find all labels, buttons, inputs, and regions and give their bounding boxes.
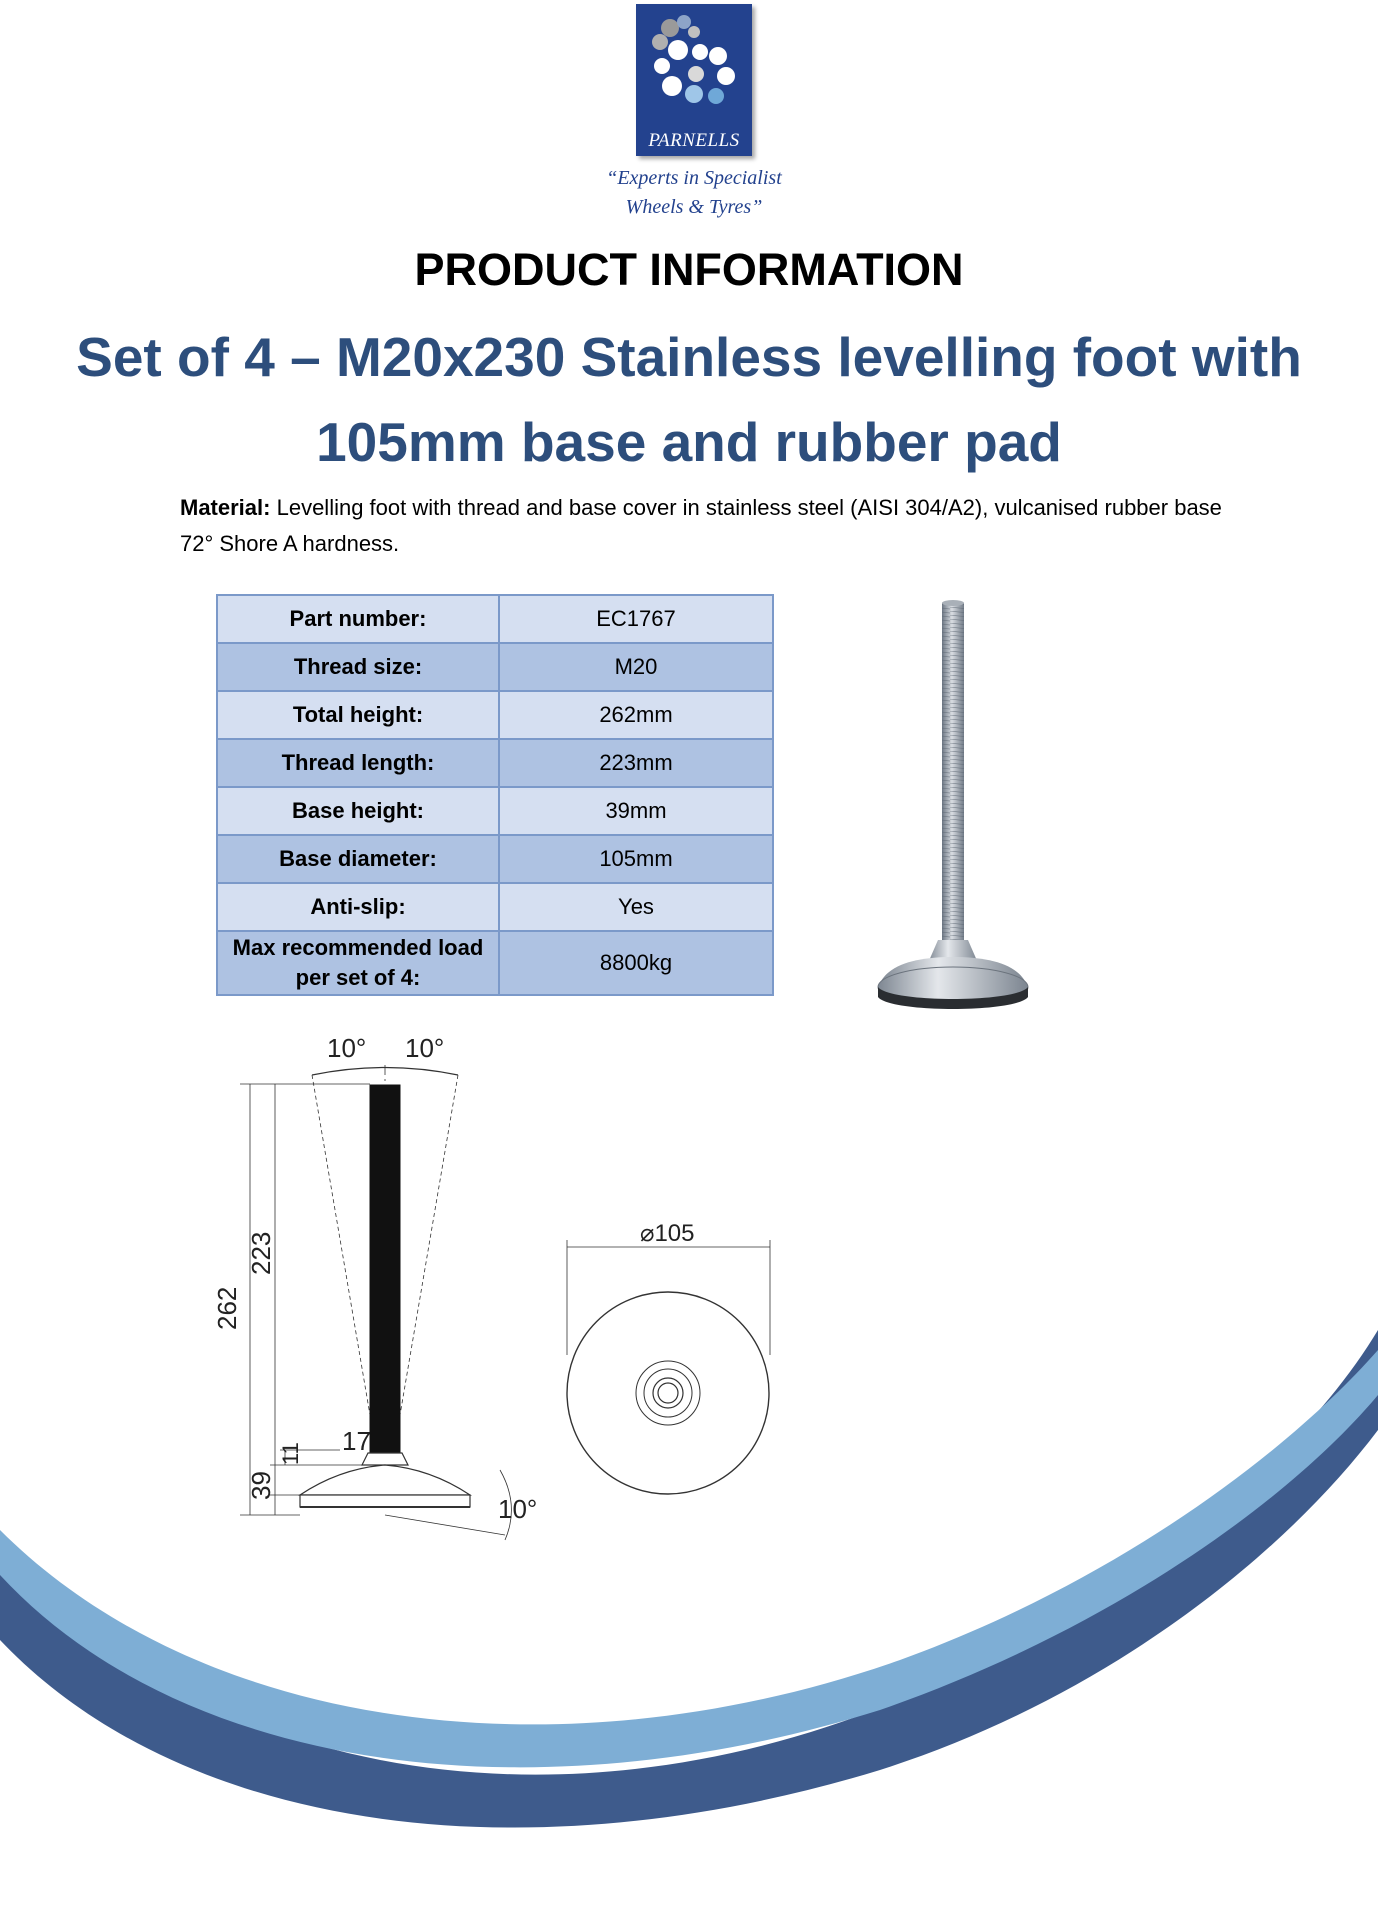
material-text: Levelling foot with thread and base cover in stainless steel (AISI 304/A2), vulcanised rubber base 72° Shore A hardness. xyxy=(180,495,1222,556)
drawing-angle-left: 10° xyxy=(327,1033,367,1063)
spec-label: Anti-slip: xyxy=(217,883,499,931)
levelling-foot-photo xyxy=(860,595,1050,1020)
drawing-base-angle: 10° xyxy=(498,1494,538,1524)
spec-table xyxy=(216,594,774,996)
tagline-line-2: Wheels & Tyres” xyxy=(625,196,763,218)
technical-drawing xyxy=(200,1025,800,1555)
table-row xyxy=(217,787,773,835)
table-row xyxy=(217,691,773,739)
page-heading: PRODUCT INFORMATION xyxy=(414,244,964,295)
drawing-dim-11: 11 xyxy=(278,1442,303,1465)
spec-value: 262mm xyxy=(499,691,773,739)
spec-label: Part number: xyxy=(217,595,499,643)
product-title-line-2: 105mm base and rubber pad xyxy=(316,411,1062,473)
spec-value: 105mm xyxy=(499,835,773,883)
drawing-base-height: 39 xyxy=(246,1471,276,1500)
product-title xyxy=(60,315,1318,485)
table-row xyxy=(217,835,773,883)
spec-label: Thread size: xyxy=(217,643,499,691)
table-row xyxy=(217,883,773,931)
material-description xyxy=(180,490,1260,562)
drawing-diameter: ⌀105 xyxy=(640,1220,695,1247)
spec-label: Base diameter: xyxy=(217,835,499,883)
logo-circles-icon xyxy=(636,4,752,128)
spec-value: 8800kg xyxy=(499,931,773,995)
spec-label: Total height: xyxy=(217,691,499,739)
table-row xyxy=(217,931,773,995)
logo-tagline xyxy=(560,164,828,222)
logo-brand-name: PARNELLS xyxy=(648,130,740,151)
spec-label-line-1: Max recommended load xyxy=(232,935,484,960)
parnells-logo xyxy=(636,4,752,156)
drawing-total-height: 262 xyxy=(212,1286,242,1330)
spec-value: 39mm xyxy=(499,787,773,835)
table-row xyxy=(217,643,773,691)
drawing-thread-length: 223 xyxy=(246,1231,276,1275)
spec-value: Yes xyxy=(499,883,773,931)
material-label: Material: xyxy=(180,495,271,520)
table-row xyxy=(217,739,773,787)
spec-value: 223mm xyxy=(499,739,773,787)
product-title-line-1: Set of 4 – M20x230 Stainless levelling foot with xyxy=(76,326,1302,388)
spec-value: EC1767 xyxy=(499,595,773,643)
drawing-dim-17: 17 xyxy=(342,1426,371,1456)
spec-label xyxy=(217,931,499,995)
table-row xyxy=(217,595,773,643)
spec-label: Base height: xyxy=(217,787,499,835)
spec-label: Thread length: xyxy=(217,739,499,787)
spec-value: M20 xyxy=(499,643,773,691)
drawing-angle-right: 10° xyxy=(405,1033,445,1063)
tagline-line-1: “Experts in Specialist xyxy=(606,167,782,189)
spec-label-line-2: per set of 4: xyxy=(295,965,421,990)
